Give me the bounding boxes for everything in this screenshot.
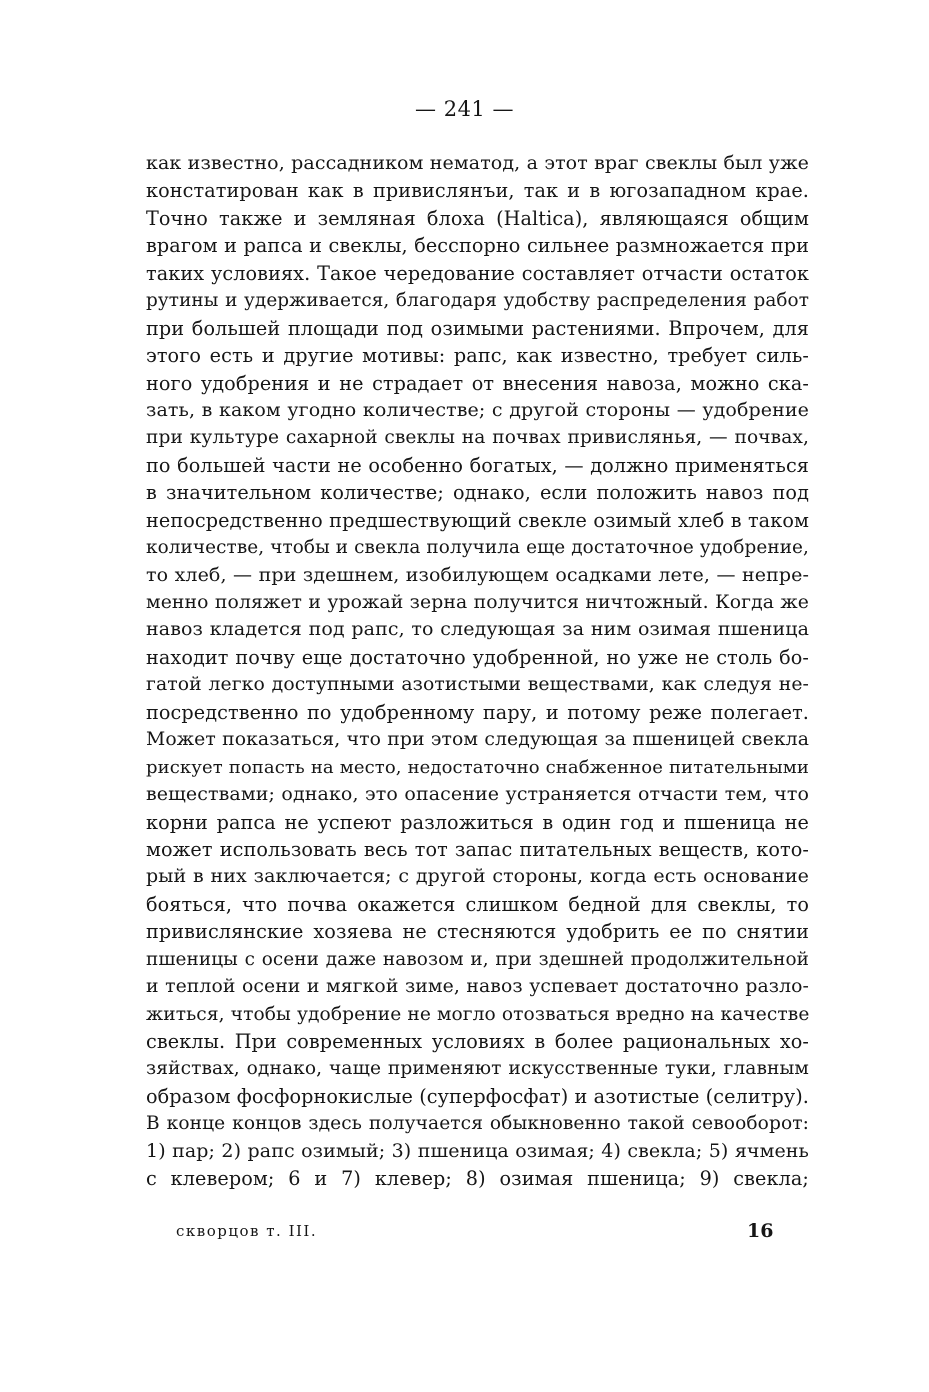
- text-line: навоз кладется под рапс, то следующая за ним озимая пшеница: [146, 618, 809, 641]
- text-line: посредственно по удобренному пару, и потому реже полегает.: [146, 700, 809, 724]
- text-line: свеклы. При современных условиях в более рациональных хо-: [146, 1030, 809, 1053]
- text-line: таких условиях. Такое чередование составляет отчасти остаток: [146, 261, 809, 285]
- text-line: ного удобрения и не страдает от внесения навоза, можно ска-: [146, 371, 809, 395]
- printer-signature: скворцов т. III.: [176, 1222, 318, 1240]
- text-line: и теплой осени и мягкой зиме, навоз успевает достаточно разло-: [146, 976, 809, 998]
- text-line: рискует попасть на место, недостаточно снабженное питательными: [146, 756, 809, 778]
- text-line: менно поляжет и урожай зерна получится ничтожный. Когда же: [146, 592, 809, 613]
- text-line: этого есть и другие мотивы: рапс, как известно, требует силь-: [146, 344, 809, 368]
- body-text: [146, 150, 809, 1193]
- text-line: в значительном количестве; однако, если положить навоз под: [146, 481, 809, 505]
- text-line: зяйствах, однако, чаще применяют искусственные туки, главным: [146, 1058, 809, 1080]
- text-line: непосредственно предшествующий свекле озимый хлеб в таком: [146, 508, 809, 532]
- text-line: бояться, что почва окажется слишком бедной для свеклы, то: [146, 892, 809, 916]
- text-line: образом фосфорнокислые (суперфосфат) и азотистые (селитру).: [146, 1084, 809, 1108]
- text-line: Точно также и земляная блоха (Haltica), являющаяся общим: [146, 206, 809, 230]
- text-line: врагом и рапса и свеклы, бесспорно сильнее размножается при: [146, 234, 809, 258]
- text-line: при большей площади под озимыми растениями. Впрочем, для: [146, 316, 809, 340]
- text-line: В конце концов здесь получается обыкновенно такой севооборот:: [146, 1113, 809, 1135]
- text-line: зать, в каком угодно количестве; с другой стороны — удобрение: [146, 398, 809, 421]
- sheet-number: 16: [747, 1220, 774, 1242]
- text-line: веществами; однако, это опасение устраняется отчасти тем, что: [146, 783, 809, 806]
- page-number: — 241 —: [415, 97, 514, 121]
- text-line: количестве, чтобы и свекла получила еще достаточное удобрение,: [146, 537, 809, 559]
- text-line: пшеницы с осени даже навозом и, при здешней продолжительной: [146, 948, 809, 970]
- text-line: констатирован как в привислянъи, так и в югозападном крае.: [146, 179, 809, 203]
- text-line: привислянские хозяева не стесняются удобрить ее по снятии: [146, 920, 809, 944]
- text-line: может использовать весь тот запас питательных веществ, кото-: [146, 837, 809, 861]
- text-line: рутины и удерживается, благодаря удобству распределения работ: [146, 290, 809, 312]
- text-line: находит почву еще достаточно удобренной, но уже не столь бо-: [146, 645, 809, 669]
- text-line: 1) пар; 2) рапс озимый; 3) пшеница озимая; 4) свекла; 5) ячмень: [146, 1139, 809, 1162]
- text-line: то хлеб, — при здешнем, изобилующем осадками лете, — непре-: [146, 563, 809, 586]
- text-line: корни рапса не успеют разложиться в один год и пшеница не: [146, 810, 809, 834]
- text-line: с клевером; 6 и 7) клевер; 8) озимая пшеница; 9) свекла;: [146, 1167, 809, 1191]
- text-line: житься, чтобы удобрение не могло отозваться вредно на качестве: [146, 1003, 810, 1025]
- text-line: Может показаться, что при этом следующая за пшеницей свекла: [146, 729, 809, 751]
- text-line: гатой легко доступными азотистыми веществами, как следуя не-: [146, 674, 809, 696]
- text-line: при культуре сахарной свеклы на почвах привислянья, — почвах,: [146, 427, 809, 449]
- text-line: по большей части не особенно богатых, — должно применяться: [146, 453, 809, 477]
- text-line: рый в них заключается; с другой стороны, когда есть основание: [146, 865, 809, 888]
- text-line: как известно, рассадником нематод, а этот враг свеклы был уже: [146, 152, 809, 174]
